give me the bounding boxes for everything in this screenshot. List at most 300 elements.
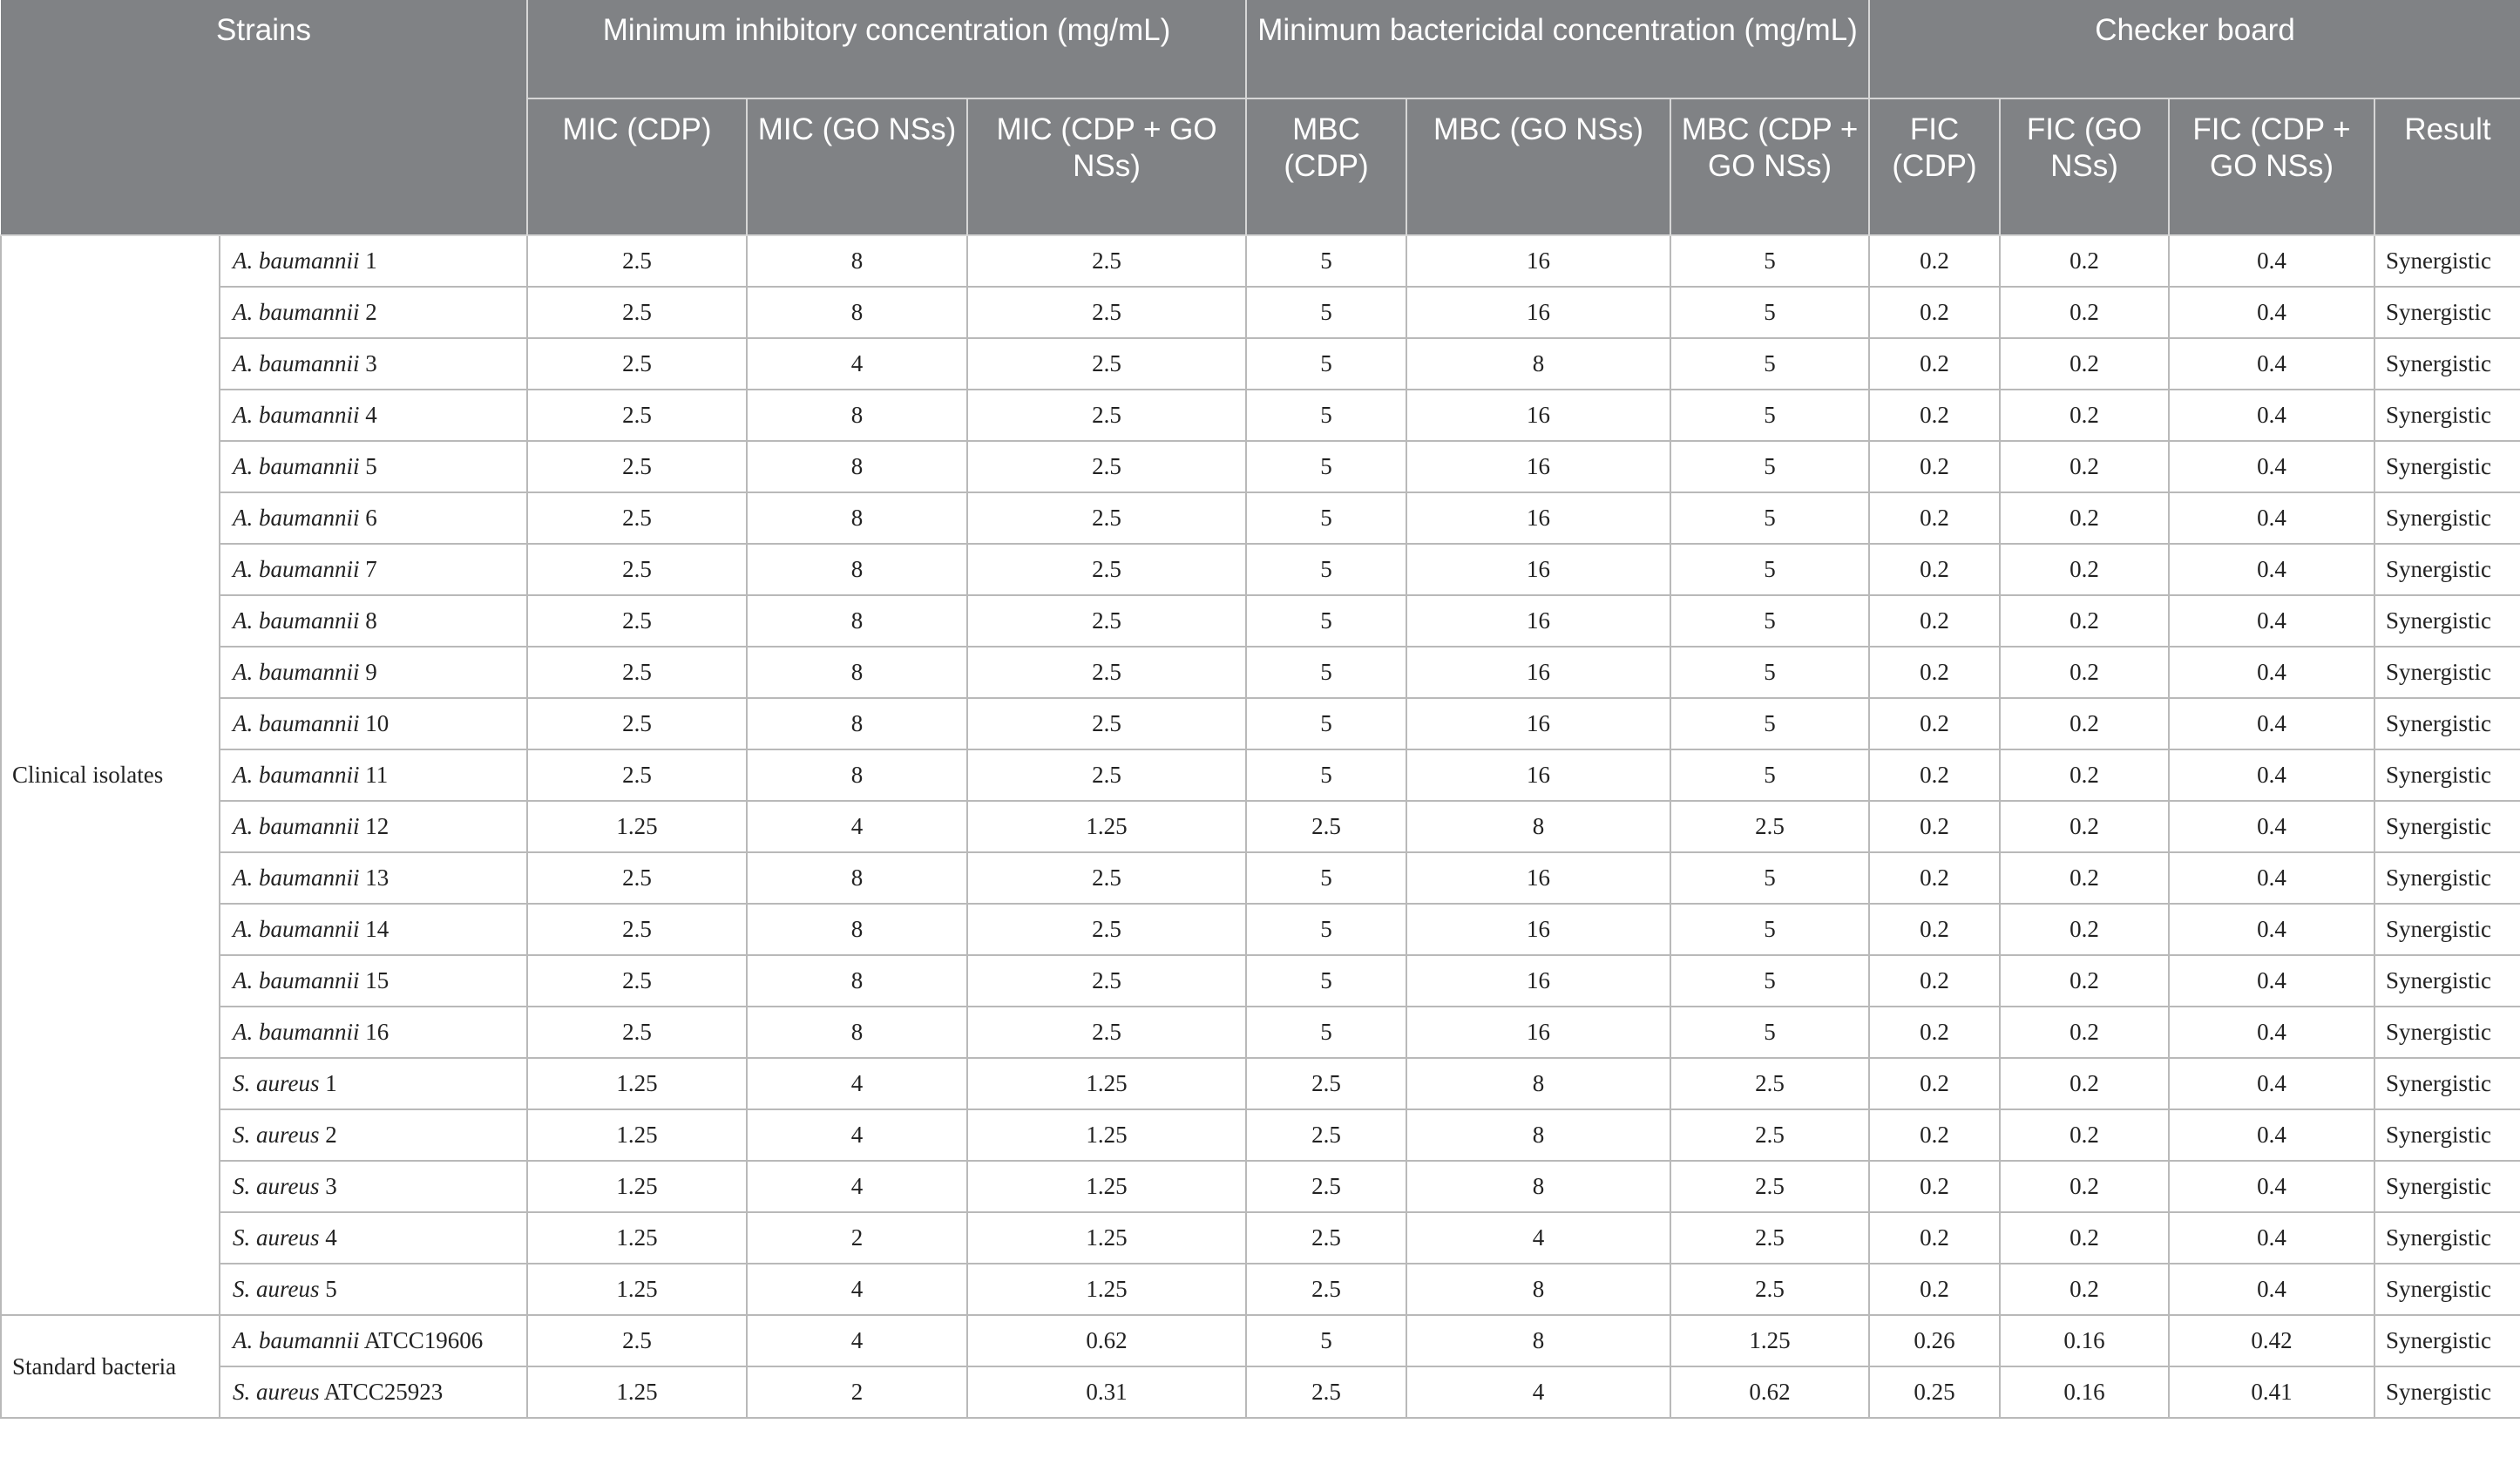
value-cell: 2.5 [527, 338, 747, 390]
value-cell: 0.4 [2169, 595, 2374, 647]
result-cell: Synergistic [2374, 1264, 2520, 1315]
value-cell: 8 [747, 235, 967, 287]
value-cell: 2.5 [967, 595, 1246, 647]
value-cell: 2.5 [967, 904, 1246, 955]
species-name: A. baumannii [233, 350, 360, 376]
species-name: S. aureus [233, 1276, 320, 1302]
value-cell: 8 [1406, 1264, 1670, 1315]
result-cell: Synergistic [2374, 492, 2520, 544]
strain-id: 15 [365, 967, 390, 993]
value-cell: 0.25 [1869, 1366, 2000, 1418]
value-cell: 0.2 [1869, 595, 2000, 647]
strain-id: 7 [365, 556, 377, 582]
strain-name [220, 1315, 527, 1366]
strain-name [220, 287, 527, 338]
value-cell: 8 [747, 749, 967, 801]
species-name: A. baumannii [233, 813, 360, 839]
strain-id: 6 [365, 505, 377, 531]
value-cell: 16 [1406, 698, 1670, 749]
strain-name [220, 698, 527, 749]
value-cell: 8 [1406, 1058, 1670, 1109]
value-cell: 0.62 [967, 1315, 1246, 1366]
value-cell: 5 [1246, 441, 1406, 492]
result-cell: Synergistic [2374, 1366, 2520, 1418]
table-row [1, 441, 2520, 492]
species-name: S. aureus [233, 1122, 320, 1148]
value-cell: 0.2 [1869, 698, 2000, 749]
result-cell: Synergistic [2374, 544, 2520, 595]
value-cell: 16 [1406, 595, 1670, 647]
result-cell: Synergistic [2374, 390, 2520, 441]
result-cell: Synergistic [2374, 1058, 2520, 1109]
value-cell: 1.25 [967, 801, 1246, 852]
value-cell: 0.4 [2169, 1212, 2374, 1264]
value-cell: 4 [1406, 1212, 1670, 1264]
value-cell: 1.25 [1670, 1315, 1869, 1366]
strain-name [220, 749, 527, 801]
value-cell: 1.25 [527, 1212, 747, 1264]
value-cell: 5 [1246, 852, 1406, 904]
value-cell: 16 [1406, 390, 1670, 441]
value-cell: 2.5 [527, 1315, 747, 1366]
table-row [1, 647, 2520, 698]
value-cell: 2.5 [527, 544, 747, 595]
species-name: A. baumannii [233, 762, 360, 788]
value-cell: 8 [1406, 801, 1670, 852]
value-cell: 0.2 [1869, 1212, 2000, 1264]
result-cell: Synergistic [2374, 1315, 2520, 1366]
value-cell: 1.25 [527, 1058, 747, 1109]
species-name: A. baumannii [233, 607, 360, 634]
value-cell: 0.2 [1869, 749, 2000, 801]
value-cell: 8 [1406, 338, 1670, 390]
value-cell: 16 [1406, 441, 1670, 492]
value-cell: 0.2 [2000, 287, 2169, 338]
value-cell: 0.2 [1869, 852, 2000, 904]
table-row [1, 1109, 2520, 1161]
value-cell: 0.4 [2169, 698, 2374, 749]
value-cell: 2.5 [527, 1007, 747, 1058]
value-cell: 0.2 [1869, 1109, 2000, 1161]
column-header: FIC (CDP + GO NSs) [2169, 98, 2374, 235]
result-cell: Synergistic [2374, 1161, 2520, 1212]
value-cell: 2.5 [1246, 1212, 1406, 1264]
result-cell: Synergistic [2374, 595, 2520, 647]
value-cell: 2.5 [527, 441, 747, 492]
value-cell: 2.5 [527, 955, 747, 1007]
value-cell: 0.2 [2000, 647, 2169, 698]
table-row [1, 1058, 2520, 1109]
value-cell: 4 [747, 1315, 967, 1366]
value-cell: 5 [1670, 390, 1869, 441]
strain-name [220, 492, 527, 544]
value-cell: 0.2 [2000, 1264, 2169, 1315]
value-cell: 0.2 [1869, 1161, 2000, 1212]
value-cell: 5 [1670, 904, 1869, 955]
strain-id: 8 [365, 607, 377, 634]
column-header: MIC (CDP + GO NSs) [967, 98, 1246, 235]
value-cell: 0.2 [2000, 544, 2169, 595]
value-cell: 5 [1246, 492, 1406, 544]
value-cell: 2.5 [967, 338, 1246, 390]
species-name: A. baumannii [233, 710, 360, 736]
value-cell: 0.2 [1869, 801, 2000, 852]
value-cell: 1.25 [527, 1366, 747, 1418]
value-cell: 16 [1406, 749, 1670, 801]
value-cell: 2.5 [527, 749, 747, 801]
value-cell: 0.2 [1869, 235, 2000, 287]
value-cell: 2.5 [1670, 1264, 1869, 1315]
value-cell: 0.2 [1869, 955, 2000, 1007]
strain-id: 3 [325, 1173, 337, 1199]
strain-id: 1 [365, 247, 377, 274]
strain-name [220, 801, 527, 852]
value-cell: 1.25 [967, 1264, 1246, 1315]
value-cell: 2.5 [967, 441, 1246, 492]
value-cell: 0.2 [2000, 801, 2169, 852]
strain-name [220, 955, 527, 1007]
value-cell: 0.2 [2000, 492, 2169, 544]
value-cell: 0.4 [2169, 801, 2374, 852]
value-cell: 2.5 [967, 287, 1246, 338]
value-cell: 5 [1246, 698, 1406, 749]
value-cell: 5 [1670, 287, 1869, 338]
strain-name [220, 544, 527, 595]
value-cell: 2.5 [967, 749, 1246, 801]
table-row [1, 1264, 2520, 1315]
species-name: S. aureus [233, 1070, 320, 1096]
value-cell: 0.2 [2000, 852, 2169, 904]
value-cell: 0.2 [2000, 1058, 2169, 1109]
value-cell: 0.4 [2169, 1264, 2374, 1315]
value-cell: 0.4 [2169, 441, 2374, 492]
value-cell: 0.62 [1670, 1366, 1869, 1418]
strain-name [220, 595, 527, 647]
strain-name [220, 904, 527, 955]
value-cell: 0.4 [2169, 390, 2374, 441]
value-cell: 1.25 [967, 1109, 1246, 1161]
strain-name [220, 647, 527, 698]
value-cell: 16 [1406, 955, 1670, 1007]
value-cell: 8 [747, 595, 967, 647]
value-cell: 8 [747, 492, 967, 544]
value-cell: 0.2 [1869, 544, 2000, 595]
value-cell: 8 [1406, 1315, 1670, 1366]
value-cell: 0.4 [2169, 1058, 2374, 1109]
value-cell: 4 [747, 801, 967, 852]
strain-name [220, 235, 527, 287]
value-cell: 16 [1406, 287, 1670, 338]
species-name: A. baumannii [233, 1019, 360, 1045]
checker-board-header: Checker board [1869, 0, 2520, 98]
strain-name [220, 1161, 527, 1212]
value-cell: 2.5 [1246, 1058, 1406, 1109]
result-cell: Synergistic [2374, 338, 2520, 390]
value-cell: 16 [1406, 647, 1670, 698]
value-cell: 2.5 [967, 698, 1246, 749]
value-cell: 2.5 [1246, 1366, 1406, 1418]
value-cell: 2.5 [967, 544, 1246, 595]
value-cell: 2.5 [967, 390, 1246, 441]
result-cell: Synergistic [2374, 698, 2520, 749]
strain-name [220, 390, 527, 441]
value-cell: 5 [1670, 544, 1869, 595]
strains-header: Strains [1, 0, 527, 235]
strain-name [220, 1366, 527, 1418]
group-label: Standard bacteria [1, 1315, 220, 1418]
value-cell: 5 [1246, 544, 1406, 595]
table-row [1, 1366, 2520, 1418]
value-cell: 0.4 [2169, 749, 2374, 801]
value-cell: 16 [1406, 1007, 1670, 1058]
value-cell: 5 [1246, 235, 1406, 287]
species-name: A. baumannii [233, 402, 360, 428]
value-cell: 1.25 [527, 801, 747, 852]
column-header: MIC (CDP) [527, 98, 747, 235]
species-name: A. baumannii [233, 864, 360, 891]
table-row [1, 698, 2520, 749]
strain-id: ATCC25923 [323, 1379, 444, 1405]
value-cell: 1.25 [527, 1161, 747, 1212]
species-name: S. aureus [233, 1173, 320, 1199]
result-cell: Synergistic [2374, 287, 2520, 338]
value-cell: 5 [1670, 338, 1869, 390]
value-cell: 0.2 [2000, 390, 2169, 441]
value-cell: 0.16 [2000, 1315, 2169, 1366]
table-row [1, 492, 2520, 544]
result-cell: Synergistic [2374, 955, 2520, 1007]
value-cell: 2 [747, 1366, 967, 1418]
table-row [1, 1315, 2520, 1366]
table-row [1, 235, 2520, 287]
species-name: A. baumannii [233, 916, 360, 942]
value-cell: 0.2 [1869, 287, 2000, 338]
value-cell: 0.26 [1869, 1315, 2000, 1366]
value-cell: 0.4 [2169, 1161, 2374, 1212]
value-cell: 0.2 [2000, 1161, 2169, 1212]
result-cell: Synergistic [2374, 647, 2520, 698]
table-row [1, 390, 2520, 441]
species-name: S. aureus [233, 1224, 320, 1251]
value-cell: 1.25 [967, 1058, 1246, 1109]
strain-name [220, 1264, 527, 1315]
strain-name [220, 1007, 527, 1058]
value-cell: 8 [747, 390, 967, 441]
value-cell: 2.5 [527, 852, 747, 904]
value-cell: 0.2 [2000, 441, 2169, 492]
value-cell: 5 [1246, 904, 1406, 955]
table-row [1, 955, 2520, 1007]
result-cell: Synergistic [2374, 801, 2520, 852]
value-cell: 0.4 [2169, 287, 2374, 338]
value-cell: 0.16 [2000, 1366, 2169, 1418]
species-name: A. baumannii [233, 453, 360, 479]
value-cell: 2 [747, 1212, 967, 1264]
value-cell: 0.4 [2169, 235, 2374, 287]
value-cell: 5 [1246, 595, 1406, 647]
value-cell: 8 [747, 852, 967, 904]
value-cell: 5 [1246, 1315, 1406, 1366]
strain-id: 5 [365, 453, 377, 479]
strain-id: 5 [325, 1276, 337, 1302]
value-cell: 0.31 [967, 1366, 1246, 1418]
value-cell: 8 [747, 698, 967, 749]
value-cell: 5 [1670, 1007, 1869, 1058]
result-cell: Synergistic [2374, 1109, 2520, 1161]
table-row [1, 595, 2520, 647]
species-name: A. baumannii [233, 505, 360, 531]
value-cell: 0.2 [1869, 1058, 2000, 1109]
value-cell: 2.5 [1246, 801, 1406, 852]
value-cell: 5 [1246, 647, 1406, 698]
species-name: A. baumannii [233, 556, 360, 582]
value-cell: 2.5 [967, 852, 1246, 904]
value-cell: 0.4 [2169, 647, 2374, 698]
species-name: S. aureus [233, 1379, 320, 1405]
strain-id: 13 [365, 864, 390, 891]
value-cell: 1.25 [527, 1109, 747, 1161]
value-cell: 5 [1246, 1007, 1406, 1058]
value-cell: 2.5 [1670, 801, 1869, 852]
value-cell: 8 [747, 955, 967, 1007]
value-cell: 0.4 [2169, 852, 2374, 904]
value-cell: 4 [1406, 1366, 1670, 1418]
value-cell: 0.4 [2169, 492, 2374, 544]
value-cell: 8 [747, 647, 967, 698]
value-cell: 5 [1246, 338, 1406, 390]
value-cell: 0.2 [2000, 749, 2169, 801]
value-cell: 2.5 [527, 595, 747, 647]
value-cell: 1.25 [967, 1212, 1246, 1264]
table-row [1, 852, 2520, 904]
value-cell: 2.5 [1246, 1109, 1406, 1161]
strain-name [220, 852, 527, 904]
value-cell: 0.2 [1869, 647, 2000, 698]
table-row [1, 544, 2520, 595]
value-cell: 1.25 [967, 1161, 1246, 1212]
value-cell: 5 [1670, 749, 1869, 801]
group-label: Clinical isolates [1, 235, 220, 1315]
strain-id: 12 [365, 813, 390, 839]
value-cell: 0.2 [2000, 235, 2169, 287]
column-header: Result [2374, 98, 2520, 235]
table-row [1, 801, 2520, 852]
strain-name [220, 441, 527, 492]
value-cell: 2.5 [527, 492, 747, 544]
value-cell: 0.42 [2169, 1315, 2374, 1366]
value-cell: 2.5 [967, 1007, 1246, 1058]
value-cell: 2.5 [527, 904, 747, 955]
value-cell: 5 [1246, 749, 1406, 801]
strain-name [220, 1212, 527, 1264]
value-cell: 5 [1670, 698, 1869, 749]
value-cell: 16 [1406, 492, 1670, 544]
table-body [1, 235, 2520, 1418]
value-cell: 0.2 [2000, 1007, 2169, 1058]
value-cell: 2.5 [1246, 1264, 1406, 1315]
strain-id: 14 [365, 916, 390, 942]
strain-id: 4 [365, 402, 377, 428]
value-cell: 0.2 [2000, 338, 2169, 390]
value-cell: 5 [1670, 955, 1869, 1007]
value-cell: 5 [1670, 595, 1869, 647]
column-header: MBC (CDP) [1246, 98, 1406, 235]
column-header: MBC (CDP + GO NSs) [1670, 98, 1869, 235]
value-cell: 0.2 [1869, 390, 2000, 441]
column-header: MIC (GO NSs) [747, 98, 967, 235]
result-cell: Synergistic [2374, 441, 2520, 492]
value-cell: 0.4 [2169, 1007, 2374, 1058]
value-cell: 2.5 [967, 492, 1246, 544]
value-cell: 16 [1406, 852, 1670, 904]
value-cell: 8 [1406, 1161, 1670, 1212]
value-cell: 2.5 [527, 390, 747, 441]
value-cell: 8 [1406, 1109, 1670, 1161]
table-row [1, 1007, 2520, 1058]
value-cell: 16 [1406, 235, 1670, 287]
value-cell: 5 [1246, 287, 1406, 338]
value-cell: 16 [1406, 544, 1670, 595]
column-header: FIC (CDP) [1869, 98, 2000, 235]
value-cell: 2.5 [967, 647, 1246, 698]
value-cell: 0.2 [1869, 338, 2000, 390]
value-cell: 0.2 [1869, 904, 2000, 955]
strain-id: 9 [365, 659, 377, 685]
value-cell: 4 [747, 1161, 967, 1212]
result-cell: Synergistic [2374, 1212, 2520, 1264]
value-cell: 8 [747, 441, 967, 492]
value-cell: 16 [1406, 904, 1670, 955]
value-cell: 0.2 [2000, 955, 2169, 1007]
value-cell: 0.4 [2169, 544, 2374, 595]
value-cell: 2.5 [1670, 1161, 1869, 1212]
value-cell: 0.2 [1869, 1007, 2000, 1058]
species-name: A. baumannii [233, 967, 360, 993]
value-cell: 8 [747, 287, 967, 338]
table-row [1, 338, 2520, 390]
value-cell: 0.2 [2000, 698, 2169, 749]
strain-id: 11 [365, 762, 389, 788]
value-cell: 2.5 [967, 955, 1246, 1007]
table-row [1, 287, 2520, 338]
value-cell: 8 [747, 904, 967, 955]
value-cell: 5 [1670, 492, 1869, 544]
value-cell: 0.2 [2000, 904, 2169, 955]
value-cell: 0.4 [2169, 904, 2374, 955]
value-cell: 5 [1246, 955, 1406, 1007]
strain-id: 10 [365, 710, 390, 736]
column-header: MBC (GO NSs) [1406, 98, 1670, 235]
table-row [1, 1212, 2520, 1264]
strain-id: 3 [365, 350, 377, 376]
species-name: A. baumannii [233, 247, 360, 274]
value-cell: 5 [1246, 390, 1406, 441]
value-cell: 0.2 [2000, 1212, 2169, 1264]
value-cell: 4 [747, 1109, 967, 1161]
value-cell: 0.4 [2169, 1109, 2374, 1161]
value-cell: 0.4 [2169, 338, 2374, 390]
value-cell: 4 [747, 1058, 967, 1109]
table-row [1, 904, 2520, 955]
value-cell: 2.5 [527, 698, 747, 749]
strain-id: 2 [365, 299, 377, 325]
value-cell: 2.5 [1670, 1058, 1869, 1109]
value-cell: 5 [1670, 852, 1869, 904]
strain-id: 16 [365, 1019, 390, 1045]
value-cell: 0.2 [1869, 492, 2000, 544]
species-name: A. baumannii [233, 1327, 360, 1353]
column-header: FIC (GO NSs) [2000, 98, 2169, 235]
